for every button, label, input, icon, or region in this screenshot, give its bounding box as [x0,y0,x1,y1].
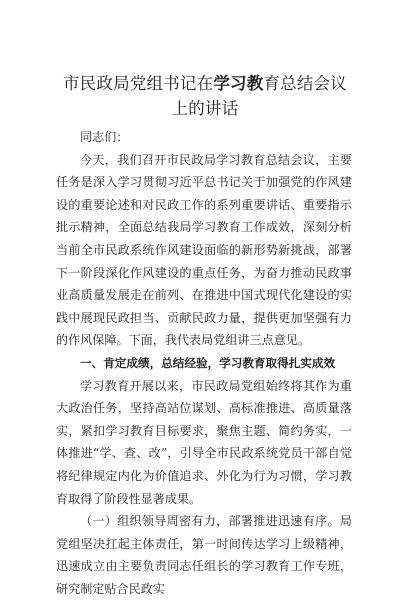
salutation: 同志们： [80,130,129,144]
document-title [60,71,350,121]
title-text-end: 育总结会议上的讲话 [171,74,347,118]
title-text-highlight: 学习教 [213,74,264,93]
subsection-paragraph: （一）组织领导周密有力，部署推进迅速有序。局党组坚决扛起主体责任，第一时间传达学习上级精神，迅速成立由主要负责同志任组长的学习教育工作专班，研究制定贴合民政实 [56,514,352,596]
opening-paragraph: 今天，我们召开市民政局学习教育总结会议，主要任务是深入学习贯彻习近平总书记关于加强党的作风建设的重要论述和对民政工作的系列重要讲话、重要指示批示精神，全面总结我局学习教育工作成效，深刻分析当前全市民政系统作风建设面临的新形势新挑战，部署下一阶段深化作风建设的重点任务，为奋力推动民政事业高质量发展走在前列、在推进中国式现代化建设的实践中展现民政担当、贡献民政力量，提供更加坚强有力的作风保障。下面，我代表局党组讲三点意见。 [56,152,352,348]
section-heading: 一、肯定成绩，总结经验，学习教育取得扎实成效 [80,355,336,370]
title-text-start: 市民政局党组书记在 [63,74,214,93]
document-body [56,126,352,600]
section-paragraph: 学习教育开展以来，市民政局党组始终将其作为重大政治任务，坚持高站位谋划、高标准推进、高质量落实，紧扣学习教育目标要求，聚焦主题、简约务实，一体推进“学、查、改”，引导全市民政系统党员干部自觉将纪律规定内化为价值追求、外化为行为习惯，学习教育取得了阶段性显著成果。 [56,378,352,506]
